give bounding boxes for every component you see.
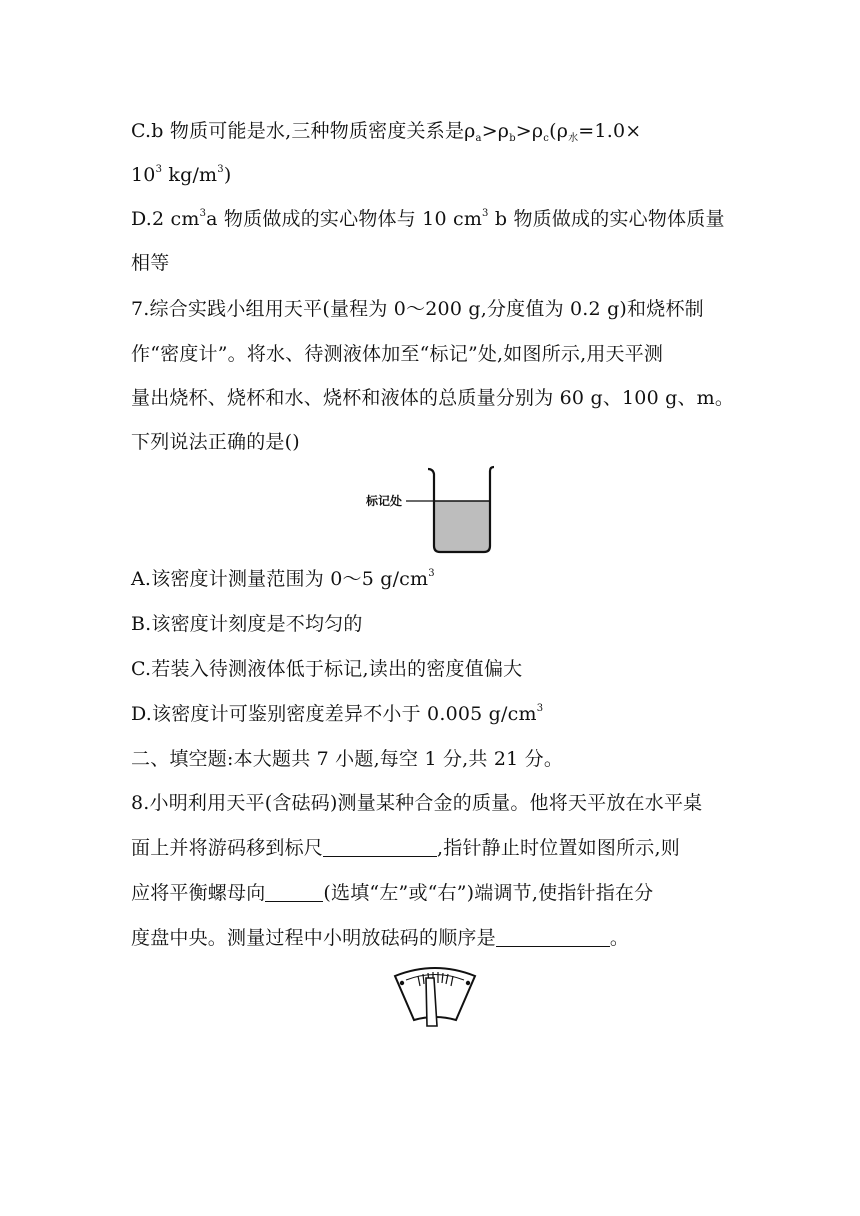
balance-dial-figure [390,964,480,1028]
question-8-line-3: 应将平衡螺母向 (选填“左”或“右”)端调节,使指针指在分 [131,882,654,904]
answer-blank-2[interactable] [265,881,323,902]
answer-blank-3[interactable] [496,926,610,947]
section-2-heading: 二、填空题:本大题共 7 小题,每空 1 分,共 21 分。 [131,748,564,770]
option-7a: A.该密度计测量范围为 0～5 $g/cm^3$ [131,568,435,590]
question-8-line-4: 度盘中央。测量过程中小明放砝码的顺序是 。 [131,927,630,949]
question-8-line-1: 8.小明利用天平(含砝码)测量某种合金的质量。他将天平放在水平桌 [131,792,703,814]
question-8-line-2: 面上并将游码移到标尺 ,指针静止时位置如图所示,则 [131,837,680,859]
option-7d: D.该密度计可鉴别密度差异不小于 0.005 $g/cm^3$ [131,703,544,725]
option-d-line-1: D.2 $cm^3a$ 物质做成的实心物体与 10 $cm^3$ b 物质做成的实心物体质量 [131,208,725,230]
answer-blank-1[interactable] [323,836,437,857]
option-c-line-1: C.b 物质可能是水,三种物质密度关系是$\rho_a>\rho_b>\rho_c(\rho_水=1.0\times$ [131,120,642,144]
option-7b: B.该密度计刻度是不均匀的 [131,613,363,635]
option-c-line-2: $10^3$ $kg/m^3$) [131,164,232,186]
question-7-line-4: 下列说法正确的是() [131,431,300,453]
right-dot [466,981,470,985]
beaker-figure [360,462,500,557]
question-7-line-1: 7.综合实践小组用天平(量程为 0～200 g,分度值为 0.2 g)和烧杯制 [131,298,704,320]
mark-label: 标记处 [366,494,403,508]
option-d-line-2: 相等 [131,252,170,274]
liquid-fill [434,501,490,552]
question-7-line-3: 量出烧杯、烧杯和水、烧杯和液体的总质量分别为 60 g、100 g、m。 [131,387,735,409]
option-7c: C.若装入待测液体低于标记,读出的密度值偏大 [131,658,523,680]
question-7-line-2: 作“密度计”。将水、待测液体加至“标记”处,如图所示,用天平测 [131,343,664,365]
left-dot [400,981,404,985]
